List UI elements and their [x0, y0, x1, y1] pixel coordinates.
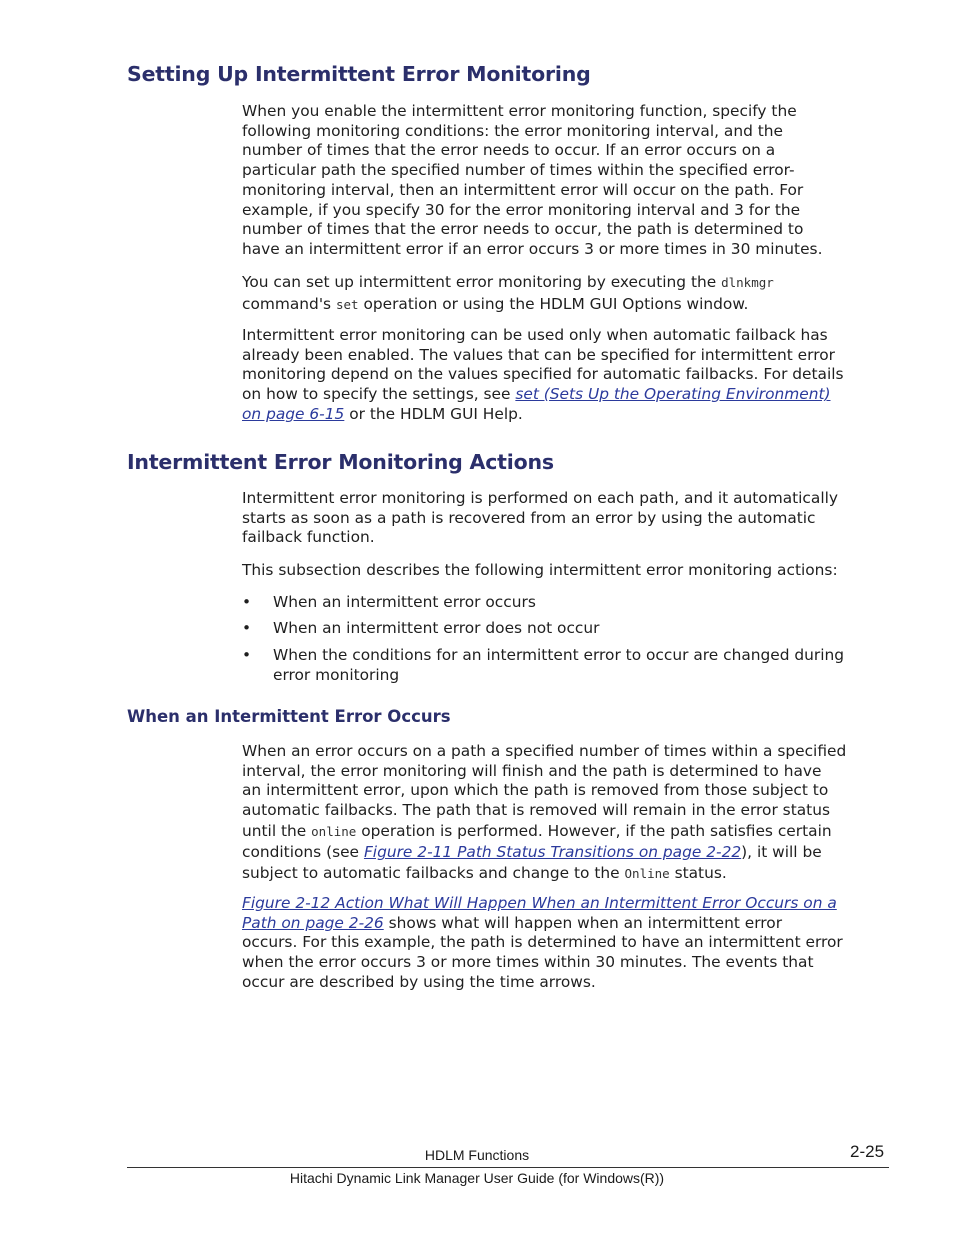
text-line: following monitoring conditions: the error monitoring interval, and the [242, 121, 784, 140]
paragraph-setup-command: You can set up intermittent error monitoring by executing the dlnkmgr command's set operation or using the HDLM GUI Options window. [242, 273, 774, 313]
text-line: number of times that the error needs to occur, the path is determined to [242, 220, 804, 239]
link-figure-2-12[interactable]: Figure 2-12 Action What Will Happen When an Intermittent Error Occurs on a [242, 894, 837, 912]
text-line: interval, the error monitoring will finish and the path is determined to have [242, 761, 822, 780]
text-line: Intermittent error monitoring can be used only when automatic failback has [242, 326, 828, 344]
text-line: starts as soon as a path is recovered from an error by using the automatic [242, 508, 816, 527]
bullet-icon: • [242, 619, 252, 637]
paragraph-error-occurs: When an error occurs on a path a specified number of times within a specified interval, the error monitoring will finish and the path is determined to have an intermittent error, upon which the path is removed from those subject to automatic failbacks. The path that is removed will remain in the error status until the online operation is performed. However, if the path satisfies certain conditions (see Figure 2-11 Path Status Transitions on page 2-22), it will be subject to automatic failbacks and change to the Online status. [242, 742, 892, 885]
text-line: When an error occurs on a path a specified number of times within a specified [242, 742, 847, 760]
subsection-heading-error-occurs: When an Intermittent Error Occurs [127, 707, 451, 726]
text-line: already been enabled. The values that can be specified for intermittent error [242, 345, 835, 364]
list-item: When an intermittent error does not occur [273, 619, 600, 637]
text-line: automatic failbacks. The path that is removed will remain in the error status [242, 801, 830, 820]
text-line: occur are described by using the time arrows. [242, 972, 596, 991]
footer-chapter-title: HDLM Functions [424, 1147, 530, 1163]
footer-divider [127, 1167, 889, 1168]
text-line: Intermittent error monitoring is performed on each path, and it automatically [242, 489, 838, 507]
bullet-icon: • [242, 646, 252, 664]
list-item: When the conditions for an intermittent error to occur are changed during error monitoring [273, 646, 845, 684]
text-line: example, if you specify 30 for the error monitoring interval and 3 for the [242, 200, 801, 219]
paragraph-setup-intro [242, 102, 892, 260]
paragraph-actions-list-intro: This subsection describes the following intermittent error monitoring actions: [242, 561, 838, 579]
code-online-status: Online [624, 866, 670, 881]
paragraph-figure-reference: Figure 2-12 Action What Will Happen When an Intermittent Error Occurs on a Path on page 2-26 shows what will happen when an intermittent error occurs. For this example, the path is determined to have an intermittent error when the error occurs 3 or more times within 30 minutes. The events that occur are described by using the time arrows. [242, 894, 892, 993]
link-figure-2-11[interactable]: Figure 2-11 Path Status Transitions on page 2-22 [363, 843, 742, 862]
text-line: when the error occurs 3 or more times within 30 minutes. The events that [242, 953, 814, 972]
paragraph-setup-requirements: Intermittent error monitoring can be used only when automatic failback has already been enabled. The values that can be specified for intermittent error monitoring depend on the values specified for automatic failbacks. For details on how to specify the settings, see set (Sets Up the Operating Environment) on page 6-15 or the HDLM GUI Help. [242, 326, 892, 425]
paragraph-actions-intro [242, 489, 892, 548]
text-line: particular path the specified number of times within the specified error- [242, 161, 795, 180]
section-heading-setting-up: Setting Up Intermittent Error Monitoring [127, 62, 591, 86]
text-line: occurs. For this example, the path is determined to have an intermittent error [242, 933, 843, 952]
text-line: failback function. [242, 528, 375, 547]
code-dlnkmgr: dlnkmgr [721, 275, 774, 290]
bullet-icon: • [242, 593, 252, 611]
text-line: an intermittent error, upon which the path is removed from those subject to [242, 781, 829, 800]
footer-book-title: Hitachi Dynamic Link Manager User Guide (for Windows(R)) [289, 1170, 665, 1186]
list-item: When an intermittent error occurs [273, 593, 536, 611]
text-line: When you enable the intermittent error monitoring function, specify the [242, 102, 797, 120]
link-page-2-26[interactable]: Path on page 2-26 [242, 913, 384, 932]
text-line: number of times that the error needs to occur. If an error occurs on a [242, 141, 776, 160]
code-online: online [311, 823, 357, 839]
page-number: 2-25 [850, 1142, 885, 1161]
link-set-operating-environment[interactable]: set (Sets Up the Operating Environment) [515, 385, 831, 404]
section-heading-monitoring-actions: Intermittent Error Monitoring Actions [127, 450, 554, 474]
code-set: set [335, 296, 359, 312]
text-line: have an intermittent error if an error occurs 3 or more times in 30 minutes. [242, 239, 823, 258]
text-line: monitoring interval, then an intermittent error will occur on the path. For [242, 180, 804, 199]
link-page-6-15[interactable]: on page 6-15 [242, 404, 345, 423]
text-line: monitoring depend on the values specified for automatic failbacks. For details [242, 365, 844, 384]
